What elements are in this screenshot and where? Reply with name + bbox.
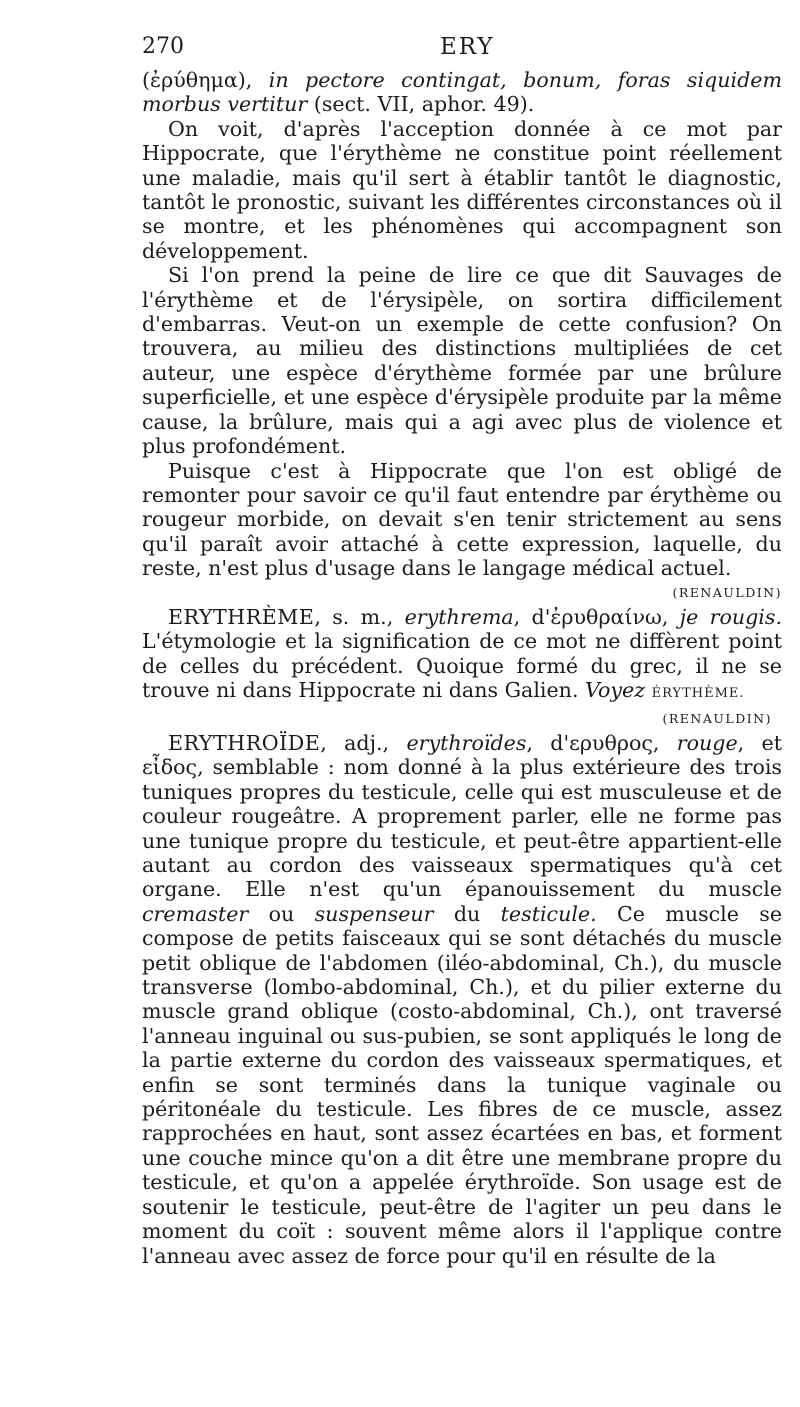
author-signature: (RENAULDIN) (672, 584, 782, 600)
latin-quote: in pectore contingat, bonum, foras siquidem morbus vertitur (142, 68, 782, 117)
body-text (142, 68, 782, 1268)
paragraph: Si l'on prend la peine de lire ce que dit Sauvages de l'érythème et de l'érysipèle, on sortira difficilement d'embarras. Veut-on un exemple de cette confusion? On trouvera, au milieu des distinctions multipliées de cet auteur, une espèce d'érythème formée par une brûlure superficielle, et une espèce d'érysipèle produite par la même cause, la brûlure, mais qui a agi avec plus de violence et plus profondément. (142, 263, 782, 459)
paragraph-continuation (142, 68, 782, 117)
latin-term: erythroïdes (406, 730, 527, 755)
entry-grammar: , adj., (320, 730, 390, 755)
paragraph: Puisque c'est à Hippocrate que l'on est obligé de remonter pour savoir ce qu'il faut entendre par érythème ou rougeur morbide, on devait s'en tenir strictement au sens qu'il paraît avoir attaché à cette expression, laquelle, du reste, n'est plus d'usage dans le langage médical actuel. (142, 458, 782, 581)
entry-grammar: , s. m., (314, 604, 394, 629)
paragraph: On voit, d'après l'acception donnée à ce mot par Hippocrate, que l'érythème ne constitue point réellement une maladie, mais qu'il sert à établir tantôt le diagnostic, tantôt le pronostic, suivant les différentes circonstances où il se montre, et les phénomènes qui accompagnent son développement. (142, 116, 782, 263)
running-head: ERY (440, 34, 495, 60)
latin-term: erythrema (404, 604, 514, 629)
latin-term: cremaster (142, 901, 249, 926)
entry-text: Ce muscle se compose de petits faisceaux qui se sont détachés du muscle petit oblique de l'abdomen (iléo-abdominal, Ch.), du muscle transverse (lombo-abdominal, Ch.), et du pilier externe du muscle grand oblique (costo-abdominal, Ch.), ont traversé l'anneau inguinal ou sus-pubien, se sont appliqués le long de la partie externe du cordon des vaisseaux spermatiques, et enfin se sont terminés dans la tunique vaginale ou péritonéale du testicule. Les fibres de ce muscle, assez rapprochées en haut, sont assez écartées en bas, et forment une couche mince qu'on a dit être une membrane propre du testicule, et qu'on a appelée érythroïde. Son usage est de soutenir le testicule, peut-être de l'agiter un peu dans le moment du coït : souvent même alors il l'applique contre l'anneau avec assez de force pour qu'il en résulte de la (142, 901, 783, 1268)
gloss: je rougis. (679, 604, 783, 629)
page-number: 270 (142, 34, 184, 59)
see-also-ref: ÉRYTHÈME. (651, 686, 745, 702)
entry-erythroide (142, 731, 782, 1268)
entry-erythreme (142, 605, 782, 707)
italic-term: testicule. (500, 901, 597, 926)
gloss: rouge (676, 730, 738, 755)
see-also-label: Voyez (585, 678, 646, 703)
greek-term: (ἐρύθημα), (142, 68, 253, 92)
entry-text: du (453, 901, 481, 926)
author-signature: (RENAULDIN) (662, 710, 772, 726)
entry-text: L'étymologie et la signification de ce mot ne diffèrent point de celles du précédent. Quoique formé du grec, il ne se trouve ni dans Hippocrate ni dans Galien. (142, 629, 782, 703)
etymology: , d'ερυθρος, (526, 730, 660, 755)
headword: ERYTHROÏDE (168, 730, 321, 755)
italic-term: suspenseur (314, 901, 434, 926)
page-header (142, 34, 782, 68)
entry-text: ou (268, 901, 295, 926)
headword: ERYTHRÈME (168, 604, 315, 629)
etymology: , d'ἐρυθραίνω, (513, 604, 669, 629)
entry-text: , et εἶδος, semblable : nom donné à la plus extérieure des trois tuniques propres du testicule, celle qui est musculeuse et de couleur rougeâtre. A proprement parler, elle ne forme pas une tunique propre du testicule, et peut-être appartient-elle autant au cordon des vaisseaux spermatiques qu'à cet organe. Elle n'est qu'un épanouissement du muscle (142, 730, 783, 902)
citation: (sect. VII, aphor. 49). (313, 92, 535, 117)
